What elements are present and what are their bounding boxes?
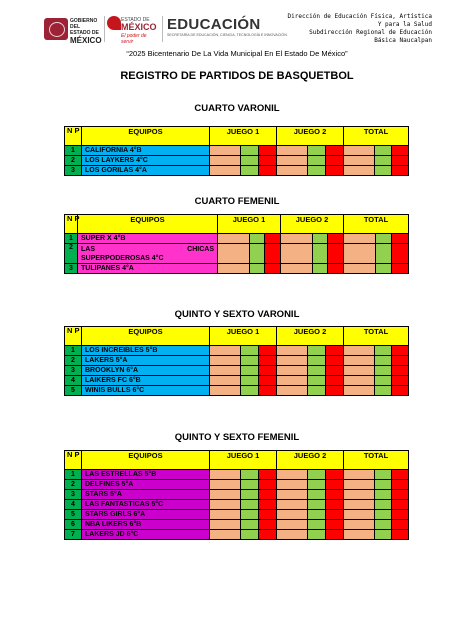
- table-row: [65, 530, 409, 540]
- page-title: REGISTRO DE PARTIDOS DE BASQUETBOL: [120, 70, 354, 82]
- team-name: LAKERS JD 6°C: [82, 530, 210, 540]
- score-cell[interactable]: [392, 166, 409, 176]
- score-cell[interactable]: [250, 264, 265, 274]
- column-header-juego2: JUEGO 2: [277, 451, 344, 470]
- score-cell[interactable]: [392, 480, 409, 490]
- column-header-juego1: JUEGO 1: [218, 215, 281, 234]
- column-header-equipos: EQUIPOS: [82, 127, 210, 146]
- state-seal-logo: [44, 18, 68, 40]
- score-cell[interactable]: [210, 366, 241, 376]
- score-cell[interactable]: [375, 166, 392, 176]
- row-number: 2: [65, 156, 82, 166]
- table-row: [65, 520, 409, 530]
- score-cell[interactable]: [313, 244, 328, 264]
- score-cell[interactable]: [344, 530, 375, 540]
- row-number: 2: [65, 356, 82, 366]
- table-row: [65, 244, 409, 264]
- score-cell[interactable]: [344, 386, 375, 396]
- score-cell[interactable]: [265, 244, 281, 264]
- score-cell[interactable]: [392, 244, 409, 264]
- team-name-part: LAS: [81, 245, 95, 253]
- score-cell[interactable]: [308, 366, 326, 376]
- score-cell[interactable]: [259, 520, 277, 530]
- score-cell[interactable]: [259, 356, 277, 366]
- score-cell[interactable]: [277, 510, 308, 520]
- section-title: QUINTO Y SEXTO FEMENIL: [174, 432, 300, 443]
- score-cell[interactable]: [241, 520, 259, 530]
- score-cell[interactable]: [241, 346, 259, 356]
- score-cell[interactable]: [250, 234, 265, 244]
- score-cell[interactable]: [392, 520, 409, 530]
- score-cell[interactable]: [375, 146, 392, 156]
- score-cell[interactable]: [277, 386, 308, 396]
- column-header-total: TOTAL: [344, 327, 409, 346]
- score-cell[interactable]: [241, 470, 259, 480]
- score-cell[interactable]: [375, 530, 392, 540]
- row-number: 4: [65, 500, 82, 510]
- match-table-quinto-sexto-varonil: [64, 326, 409, 396]
- score-cell[interactable]: [277, 156, 308, 166]
- column-header-total: TOTAL: [344, 127, 409, 146]
- team-name: LAS FANTASTICAS 5°C: [82, 500, 210, 510]
- team-name: LOS GORILAS 4°A: [82, 166, 210, 176]
- table-row: [65, 346, 409, 356]
- score-cell[interactable]: [308, 386, 326, 396]
- table-row: [65, 480, 409, 490]
- score-cell[interactable]: [328, 264, 344, 274]
- match-table-cuarto-varonil: [64, 126, 409, 176]
- score-cell[interactable]: [313, 234, 328, 244]
- score-cell[interactable]: [241, 376, 259, 386]
- score-cell[interactable]: [326, 510, 344, 520]
- score-cell[interactable]: [277, 520, 308, 530]
- column-header-equipos: EQUIPOS: [78, 215, 218, 234]
- score-cell[interactable]: [308, 146, 326, 156]
- score-cell[interactable]: [326, 490, 344, 500]
- score-cell[interactable]: [210, 480, 241, 490]
- row-number: 7: [65, 530, 82, 540]
- column-header-juego2: JUEGO 2: [281, 215, 344, 234]
- directorate-line: Subdirección Regional de Educación: [309, 29, 432, 36]
- team-name: NBA LIKERS 6°B: [82, 520, 210, 530]
- score-cell[interactable]: [241, 386, 259, 396]
- team-name-part: CHICAS: [187, 245, 214, 253]
- score-cell[interactable]: [344, 244, 376, 264]
- score-cell[interactable]: [313, 264, 328, 274]
- mex-logo-small: ESTADO DE: [121, 17, 150, 23]
- score-cell[interactable]: [308, 520, 326, 530]
- team-name: LAKERS 5°A: [82, 356, 210, 366]
- divider: [104, 16, 105, 42]
- score-cell[interactable]: [326, 500, 344, 510]
- score-cell[interactable]: [210, 470, 241, 480]
- row-number: 3: [65, 366, 82, 376]
- score-cell[interactable]: [210, 146, 241, 156]
- directorate-line: Dirección de Educación Física, Artística: [287, 13, 432, 20]
- team-name: BROOKLYN 6°A: [82, 366, 210, 376]
- score-cell[interactable]: [344, 480, 375, 490]
- score-cell[interactable]: [277, 166, 308, 176]
- education-logo-title: EDUCACIÓN: [167, 16, 261, 33]
- table-row: [65, 356, 409, 366]
- score-cell[interactable]: [308, 376, 326, 386]
- table-row: [65, 386, 409, 396]
- score-cell[interactable]: [392, 346, 409, 356]
- table-row: [65, 470, 409, 480]
- mex-logo-big: MÉXICO: [121, 22, 157, 32]
- score-cell[interactable]: [375, 156, 392, 166]
- score-cell[interactable]: [218, 244, 250, 264]
- column-header-np: N P: [65, 327, 82, 346]
- team-name: SUPER X 4°B: [78, 234, 218, 244]
- score-cell[interactable]: [241, 146, 259, 156]
- score-cell[interactable]: [376, 244, 392, 264]
- team-name: STARS GIRLS 6°A: [82, 510, 210, 520]
- score-cell[interactable]: [392, 490, 409, 500]
- estado-de-mexico-logo: [107, 16, 159, 44]
- score-cell[interactable]: [241, 366, 259, 376]
- education-logo-subtitle: SECRETARÍA DE EDUCACIÓN, CIENCIA, TECNOLOGÍA E INNOVACIÓN: [167, 33, 287, 37]
- score-cell[interactable]: [210, 510, 241, 520]
- score-cell[interactable]: [344, 156, 375, 166]
- row-number: 2: [65, 480, 82, 490]
- score-cell[interactable]: [392, 470, 409, 480]
- score-cell[interactable]: [392, 386, 409, 396]
- score-cell[interactable]: [265, 234, 281, 244]
- score-cell[interactable]: [375, 386, 392, 396]
- team-name: LAS ESTRELLAS 5°B: [82, 470, 210, 480]
- score-cell[interactable]: [326, 366, 344, 376]
- column-header-np: N P: [65, 215, 78, 234]
- score-cell[interactable]: [277, 376, 308, 386]
- row-number: 1: [65, 346, 82, 356]
- table-row: [65, 510, 409, 520]
- directorate-line: Y para la Salud: [377, 21, 432, 28]
- score-cell[interactable]: [326, 156, 344, 166]
- score-cell[interactable]: [375, 376, 392, 386]
- score-cell[interactable]: [326, 376, 344, 386]
- score-cell[interactable]: [308, 346, 326, 356]
- row-number: 5: [65, 386, 82, 396]
- score-cell[interactable]: [241, 490, 259, 500]
- column-header-juego2: JUEGO 2: [277, 327, 344, 346]
- directorate-line: Básica Naucalpan: [374, 37, 432, 44]
- government-logo-text: [70, 18, 100, 45]
- score-cell[interactable]: [326, 480, 344, 490]
- score-cell[interactable]: [259, 480, 277, 490]
- score-cell[interactable]: [375, 480, 392, 490]
- score-cell[interactable]: [259, 386, 277, 396]
- score-cell[interactable]: [392, 234, 409, 244]
- row-number: 3: [65, 264, 78, 274]
- column-header-juego1: JUEGO 1: [210, 327, 277, 346]
- score-cell[interactable]: [281, 234, 313, 244]
- score-cell[interactable]: [210, 530, 241, 540]
- score-cell[interactable]: [392, 156, 409, 166]
- score-cell[interactable]: [326, 146, 344, 156]
- score-cell[interactable]: [344, 166, 375, 176]
- score-cell[interactable]: [328, 234, 344, 244]
- score-cell[interactable]: [277, 356, 308, 366]
- score-cell[interactable]: [344, 264, 376, 274]
- score-cell[interactable]: [392, 366, 409, 376]
- score-cell[interactable]: [344, 356, 375, 366]
- score-cell[interactable]: [281, 264, 313, 274]
- table-row: [65, 264, 409, 274]
- table-row: [65, 234, 409, 244]
- score-cell[interactable]: [259, 166, 277, 176]
- score-cell[interactable]: [308, 500, 326, 510]
- score-cell[interactable]: [259, 366, 277, 376]
- column-header-juego2: JUEGO 2: [277, 127, 344, 146]
- score-cell[interactable]: [277, 490, 308, 500]
- score-cell[interactable]: [210, 500, 241, 510]
- column-header-np: N P: [65, 127, 82, 146]
- score-cell[interactable]: [344, 470, 375, 480]
- score-cell[interactable]: [392, 510, 409, 520]
- team-name-part: SUPERPODEROSAS 4°C: [81, 254, 164, 262]
- score-cell[interactable]: [308, 166, 326, 176]
- divider: [162, 16, 163, 42]
- table-row: [65, 500, 409, 510]
- score-cell[interactable]: [281, 244, 313, 264]
- score-cell[interactable]: [308, 356, 326, 366]
- score-cell[interactable]: [265, 264, 281, 274]
- row-number: 4: [65, 376, 82, 386]
- gov-line-1: GOBIERNO DEL: [70, 18, 98, 30]
- score-cell[interactable]: [218, 264, 250, 274]
- score-cell[interactable]: [241, 356, 259, 366]
- score-cell[interactable]: [241, 480, 259, 490]
- letterhead: [0, 0, 474, 80]
- score-cell[interactable]: [277, 346, 308, 356]
- score-cell[interactable]: [328, 244, 344, 264]
- score-cell[interactable]: [326, 166, 344, 176]
- column-header-total: TOTAL: [344, 451, 409, 470]
- directorate-block: [288, 13, 433, 45]
- score-cell[interactable]: [259, 510, 277, 520]
- mex-logo-slogan: El poder de servir: [121, 33, 147, 45]
- column-header-juego1: JUEGO 1: [210, 451, 277, 470]
- score-cell[interactable]: [308, 470, 326, 480]
- score-cell[interactable]: [344, 520, 375, 530]
- bicentennial-quote: “2025 Bicentenario De La Vida Municipal En El Estado De México”: [126, 49, 348, 58]
- heart-icon: [107, 16, 121, 30]
- score-cell[interactable]: [210, 166, 241, 176]
- score-cell[interactable]: [259, 500, 277, 510]
- team-name: STARS 5°A: [82, 490, 210, 500]
- score-cell[interactable]: [218, 234, 250, 244]
- score-cell[interactable]: [326, 470, 344, 480]
- score-cell[interactable]: [277, 470, 308, 480]
- score-cell[interactable]: [375, 356, 392, 366]
- table-row: [65, 376, 409, 386]
- score-cell[interactable]: [344, 510, 375, 520]
- score-cell[interactable]: [308, 156, 326, 166]
- score-cell[interactable]: [210, 376, 241, 386]
- score-cell[interactable]: [344, 234, 376, 244]
- score-cell[interactable]: [308, 510, 326, 520]
- row-number: 1: [65, 470, 82, 480]
- score-cell[interactable]: [326, 520, 344, 530]
- score-cell[interactable]: [241, 510, 259, 520]
- score-cell[interactable]: [210, 356, 241, 366]
- row-number: 5: [65, 510, 82, 520]
- score-cell[interactable]: [344, 500, 375, 510]
- score-cell[interactable]: [210, 520, 241, 530]
- score-cell[interactable]: [376, 264, 392, 274]
- score-cell[interactable]: [210, 346, 241, 356]
- row-number: 3: [65, 490, 82, 500]
- score-cell[interactable]: [392, 500, 409, 510]
- score-cell[interactable]: [344, 376, 375, 386]
- score-cell[interactable]: [375, 346, 392, 356]
- score-cell[interactable]: [344, 490, 375, 500]
- gov-line-2: ESTADO DE: [70, 30, 99, 36]
- score-cell[interactable]: [250, 244, 265, 264]
- score-cell[interactable]: [326, 356, 344, 366]
- score-cell[interactable]: [259, 490, 277, 500]
- score-cell[interactable]: [259, 156, 277, 166]
- row-number: 1: [65, 234, 78, 244]
- score-cell[interactable]: [376, 234, 392, 244]
- score-cell[interactable]: [375, 510, 392, 520]
- score-cell[interactable]: [375, 520, 392, 530]
- score-cell[interactable]: [259, 346, 277, 356]
- team-name: LOS INCREIBLES 5°B: [82, 346, 210, 356]
- match-table-quinto-sexto-femenil: [64, 450, 409, 540]
- score-cell[interactable]: [259, 146, 277, 156]
- column-header-equipos: EQUIPOS: [82, 451, 210, 470]
- score-cell[interactable]: [326, 346, 344, 356]
- score-cell[interactable]: [277, 366, 308, 376]
- score-cell[interactable]: [392, 146, 409, 156]
- team-name: LAIKERS FC 6°B: [82, 376, 210, 386]
- score-cell[interactable]: [308, 480, 326, 490]
- score-cell[interactable]: [392, 530, 409, 540]
- score-cell[interactable]: [375, 366, 392, 376]
- score-cell[interactable]: [308, 490, 326, 500]
- score-cell[interactable]: [210, 490, 241, 500]
- score-cell[interactable]: [375, 490, 392, 500]
- table-row: [65, 366, 409, 376]
- row-number: 6: [65, 520, 82, 530]
- section-title: QUINTO Y SEXTO VARONIL: [174, 309, 300, 320]
- score-cell[interactable]: [344, 346, 375, 356]
- score-cell[interactable]: [277, 480, 308, 490]
- section-title: CUARTO VARONIL: [194, 103, 280, 114]
- score-cell[interactable]: [326, 530, 344, 540]
- score-cell[interactable]: [241, 156, 259, 166]
- score-cell[interactable]: [259, 530, 277, 540]
- score-cell[interactable]: [392, 264, 409, 274]
- score-cell[interactable]: [259, 470, 277, 480]
- score-cell[interactable]: [326, 386, 344, 396]
- table-row: [65, 146, 409, 156]
- column-header-equipos: EQUIPOS: [82, 327, 210, 346]
- score-cell[interactable]: [277, 500, 308, 510]
- score-cell[interactable]: [344, 146, 375, 156]
- section-title: CUARTO FEMENIL: [194, 196, 280, 207]
- score-cell[interactable]: [375, 500, 392, 510]
- score-cell[interactable]: [392, 376, 409, 386]
- column-header-np: N P: [65, 451, 82, 470]
- table-row: [65, 490, 409, 500]
- score-cell[interactable]: [241, 530, 259, 540]
- table-row: [65, 166, 409, 176]
- score-cell[interactable]: [277, 146, 308, 156]
- score-cell[interactable]: [259, 376, 277, 386]
- row-number: 1: [65, 146, 82, 156]
- team-name: TULIPANES 4°A: [78, 264, 218, 274]
- column-header-juego1: JUEGO 1: [210, 127, 277, 146]
- score-cell[interactable]: [210, 386, 241, 396]
- team-name: DELFINES 5°A: [82, 480, 210, 490]
- row-number: 3: [65, 166, 82, 176]
- score-cell[interactable]: [241, 500, 259, 510]
- score-cell[interactable]: [344, 366, 375, 376]
- score-cell[interactable]: [241, 166, 259, 176]
- team-name: WINIS BULLS 6°C: [82, 386, 210, 396]
- team-name: [78, 244, 218, 264]
- gov-line-3: MÉXICO: [70, 36, 102, 45]
- row-number: 2: [65, 244, 78, 264]
- score-cell[interactable]: [392, 356, 409, 366]
- score-cell[interactable]: [375, 470, 392, 480]
- team-name: CALIFORNIA 4°B: [82, 146, 210, 156]
- match-table-cuarto-femenil: [64, 214, 409, 274]
- score-cell[interactable]: [277, 530, 308, 540]
- score-cell[interactable]: [210, 156, 241, 166]
- score-cell[interactable]: [308, 530, 326, 540]
- column-header-total: TOTAL: [344, 215, 409, 234]
- table-row: [65, 156, 409, 166]
- team-name: LOS LAYKERS 4°C: [82, 156, 210, 166]
